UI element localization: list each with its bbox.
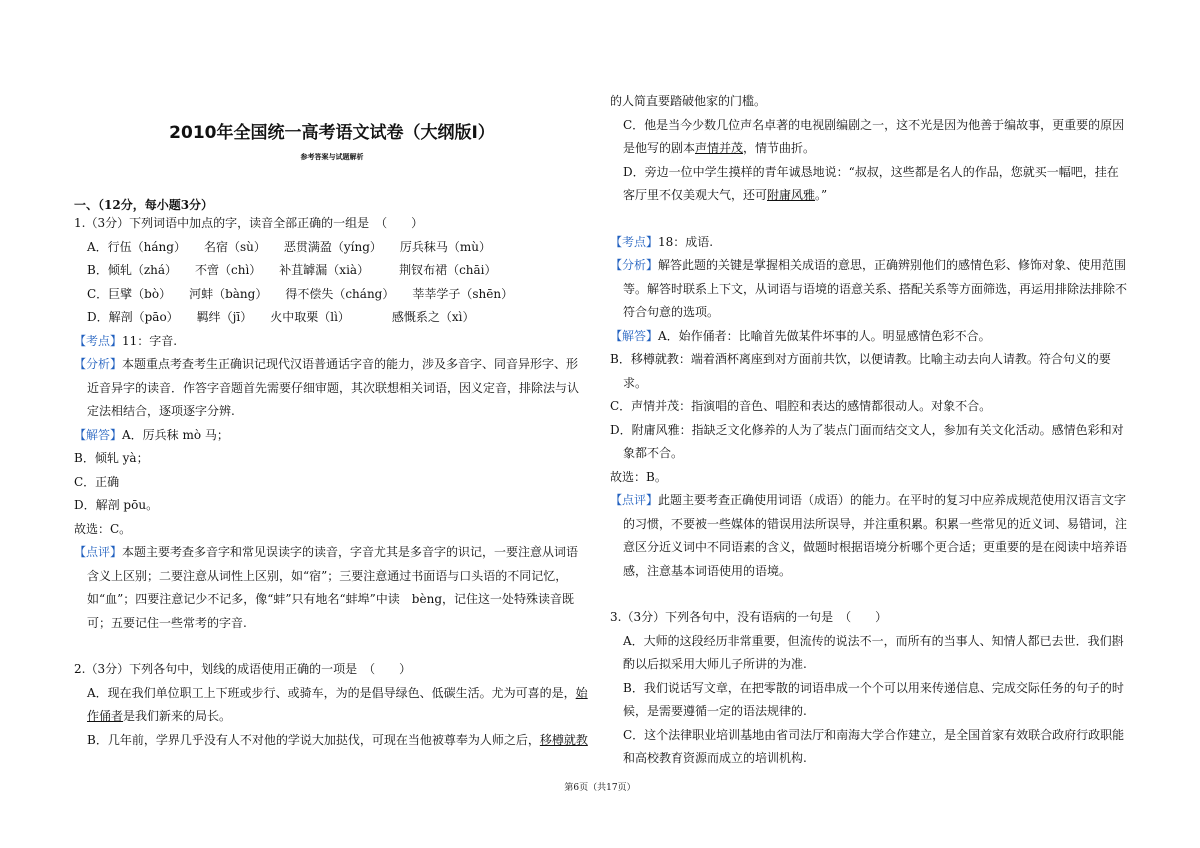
- question-2-option-b-start: [74, 729, 590, 753]
- q2-jieda-text: A．始作俑者：比喻首先做某件坏事的人。明显感情色彩不合。: [658, 328, 991, 343]
- q2-b-underlined: 移樽就教: [539, 732, 588, 747]
- kaodian-tag: 【考点】: [610, 234, 659, 249]
- question-1-option-d: D．解剖（pāo） 羁绊（jī） 火中取栗（lì） 感慨系之（xì）: [87, 310, 475, 324]
- fenxi-tag: 【分析】: [74, 357, 123, 371]
- page-footer: 第6页（共17页）: [564, 783, 636, 793]
- q1-kaodian: [74, 330, 590, 354]
- left-column: [74, 212, 590, 752]
- q2-answer-c: C．声情并茂：指演唱的音色、唱腔和表达的感情都很动人。对象不合。: [610, 399, 992, 413]
- question-2-option-d: [610, 161, 1130, 208]
- question-2-stem: 2.（3分）下列各句中，划线的成语使用正确的一项是 （ ）: [74, 662, 412, 676]
- q2-answer-d: D．附庸风雅：指缺乏文化修养的人为了装点门面而结交文人，参加有关文化活动。感情色彩和对象都不合。: [610, 422, 1124, 460]
- section-heading: 一、（12分，每小题3分）: [74, 198, 214, 212]
- q2-d-underlined: 附庸风雅: [767, 188, 816, 202]
- q2-dianping-text: 此题主要考查正确使用词语（成语）的能力。在平时的复习中应养成规范使用汉语言文字的习惯，不要被一些媒体的错误用法所误导，并注重积累。积累一些常见的近义词、易错词，注意区分近义词中不同语素的含义，做题时根据语境分析哪个更合适；更重要的是在阅读中培养语感，注意基本词语使用的语境。: [623, 493, 1128, 578]
- q2-c-underlined: 声情并茂: [695, 141, 744, 155]
- kaodian-tag: 【考点】: [74, 333, 123, 348]
- q1-jieda-text: A．厉兵秣 mò 马；: [122, 427, 229, 442]
- jieda-tag: 【解答】: [610, 328, 659, 343]
- question-2-option-a: [74, 682, 590, 729]
- question-1-option-b: B．倾轧（zhá） 不啻（chì） 补苴罅漏（xià） 荆钗布裙（chāi）: [87, 263, 497, 277]
- jieda-tag: 【解答】: [74, 427, 123, 442]
- page-title: 2010年全国统一高考语文试卷（大纲版Ⅰ）: [169, 123, 495, 143]
- question-3-option-a: A．大师的这段经历非常重要，但流传的说法不一，而所有的当事人、知情人都已去世．我们斟酌以后拟采用大师儿子所讲的为准.: [623, 633, 1124, 671]
- q2-a-text: A．现在我们单位职工上下班或步行、或骑车，为的是倡导绿色、低碳生活。尤为可喜的是，: [87, 685, 576, 700]
- fenxi-tag: 【分析】: [610, 258, 659, 272]
- q2-c-tail: ，情节曲折。: [743, 141, 816, 155]
- question-2-option-c: [610, 114, 1130, 161]
- q2-answer-b: B．移樽就教：端着酒杯离座到对方面前共饮，以便请教。比喻主动去向人请教。符合句义的要求。: [610, 352, 1111, 390]
- q2-dianping: [610, 489, 1130, 583]
- q1-answer-d: D．解剖 pōu。: [74, 498, 159, 512]
- q1-dianping: [74, 541, 590, 635]
- dianping-tag: 【点评】: [610, 493, 659, 507]
- q2-kaodian-text: 18：成语.: [658, 234, 714, 249]
- q1-answer-b: B．倾轧 yà；: [74, 451, 149, 465]
- question-1-option-c: C．巨擘（bò） 河蚌（bàng） 得不偿失（cháng） 莘莘学子（shēn）: [87, 286, 514, 301]
- page-subtitle: 参考答案与试题解析: [300, 153, 364, 161]
- dianping-tag: 【点评】: [74, 545, 123, 559]
- q2-d-tail: 。”: [815, 188, 828, 202]
- q1-kaodian-text: 11：字音.: [122, 333, 178, 348]
- question-3-option-b: B．我们说话写文章，在把零散的词语串成一个个可以用来传递信息、完成交际任务的句子的时候，是需要遵循一定的语法规律的.: [623, 680, 1124, 718]
- q2-d-text: D．旁边一位中学生摸样的青年诚恳地说：“叔叔，这些都是名人的作品，您就买一幅吧，挂在客厅里不仅美观大气，还可: [623, 164, 1119, 202]
- question-1-option-a: A．行伍（háng） 名宿（sù） 恶贯满盈（yíng） 厉兵秣马（mù）: [87, 239, 491, 254]
- q2-kaodian: [610, 231, 1130, 255]
- q2-b-text: B．几年前，学界几乎没有人不对他的学说大加挞伐，可现在当他被尊奉为人师之后，: [87, 732, 540, 747]
- q2-choice: 故选：B。: [610, 469, 667, 484]
- q2-a-tail: 是我们新来的局长。: [123, 709, 232, 723]
- q2-a-underlined: 始作俑者: [87, 685, 588, 723]
- question-3-option-c: C．这个法律职业培训基地由省司法厅和南海大学合作建立，是全国首家有效联合政府行政职能和高校教育资源而成立的培训机构.: [623, 727, 1125, 765]
- q1-dianping-text: 本题主要考查多音字和常见误读字的读音，字音尤其是多音字的识记，一要注意从词语含义上区别；二要注意从词性上区别，如“宿”；三要注意通过书面语与口头语的不同记忆，如“血”；四要注意记少不记多，像“蚌”只有地名“蚌埠”中读 bèng，记住这一处特殊读音既可；五要记住一些常考的字音.: [87, 545, 579, 630]
- question-3-stem: 3.（3分）下列各句中，没有语病的一句是 （ ）: [610, 610, 888, 624]
- q1-choice: 故选：C。: [74, 521, 132, 536]
- q1-fenxi: [74, 353, 590, 424]
- q1-jieda: [74, 424, 590, 448]
- q2-jieda: [610, 325, 1130, 349]
- q1-answer-c: C．正确: [74, 474, 120, 489]
- q2-c-text: C．他是当今少数几位声名卓著的电视剧编剧之一，这不光是因为他善于编故事，更重要的原因是他写的剧本: [623, 117, 1125, 155]
- q2-fenxi-text: 解答此题的关键是掌握相关成语的意思，正确辨别他们的感情色彩、修饰对象、使用范围等。解答时联系上下文，从词语与语境的语意关系、搭配关系等方面筛选，再运用排除法排除不符合句意的选项。: [623, 258, 1128, 319]
- question-1-stem: 1.（3分）下列词语中加点的字，读音全部正确的一组是 （ ）: [74, 216, 424, 230]
- right-column: [610, 90, 1130, 771]
- q1-fenxi-text: 本题重点考查考生正确识记现代汉语普通话字音的能力，涉及多音字、同音异形字、形近音异字的读音．作答字音题首先需要仔细审题，其次联想相关词语，因义定音，排除法与认定法相结合，逐项逐字分辨.: [87, 357, 580, 418]
- q2-fenxi: [610, 254, 1130, 325]
- question-2-option-b-end: 的人简直要踏破他家的门槛。: [610, 94, 767, 108]
